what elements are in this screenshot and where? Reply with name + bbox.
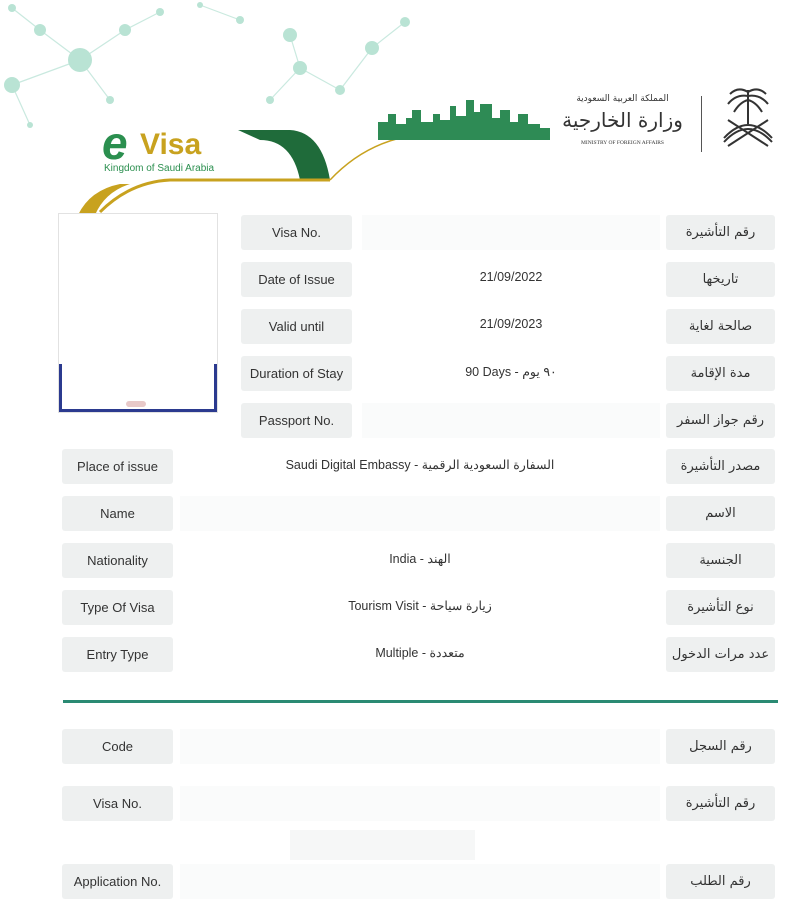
field-label-ar: صالحة لغاية <box>666 309 775 344</box>
field-value <box>180 729 660 764</box>
field-label-en: Valid until <box>241 309 352 344</box>
logo-e: e <box>102 117 128 169</box>
saudi-emblem-icon <box>710 80 786 156</box>
field-value <box>180 864 660 899</box>
header-separator <box>701 96 702 152</box>
field-label-ar: نوع التأشيرة <box>666 590 775 625</box>
field-label-ar: مصدر التأشيرة <box>666 449 775 484</box>
field-label-ar: رقم التأشيرة <box>666 215 775 250</box>
field-value <box>362 215 660 250</box>
field-label-en: Place of issue <box>62 449 173 484</box>
field-value <box>180 786 660 821</box>
field-value <box>362 403 660 438</box>
field-label-en: Duration of Stay <box>241 356 352 391</box>
field-value: 21/09/2022 <box>479 270 543 284</box>
applicant-photo <box>58 213 218 413</box>
ministry-english: MINISTRY OF FOREIGN AFFAIRS <box>581 140 664 146</box>
field-label-ar: رقم الطلب <box>666 864 775 899</box>
field-label-ar: تاريخها <box>666 262 775 297</box>
field-value: India - الهند <box>389 551 451 566</box>
field-label-en: Code <box>62 729 173 764</box>
field-value: 21/09/2023 <box>479 317 543 331</box>
field-label-ar: مدة الإقامة <box>666 356 775 391</box>
field-label-en: Date of Issue <box>241 262 352 297</box>
field-label-en: Type Of Visa <box>62 590 173 625</box>
field-label-en: Nationality <box>62 543 173 578</box>
field-label-en: Visa No. <box>62 786 173 821</box>
field-label-ar: عدد مرات الدخول <box>666 637 775 672</box>
logo-tagline: Kingdom of Saudi Arabia <box>104 163 215 174</box>
field-label-ar: الاسم <box>666 496 775 531</box>
field-value: 90 Days - ٩٠ يوم <box>465 364 557 379</box>
city-skyline <box>378 92 550 140</box>
field-label-en: Visa No. <box>241 215 352 250</box>
section-divider <box>63 700 778 703</box>
field-label-ar: الجنسية <box>666 543 775 578</box>
field-label-ar: رقم التأشيرة <box>666 786 775 821</box>
field-value: Tourism Visit - زيارة سياحة <box>348 598 492 613</box>
field-label-ar: رقم السجل <box>666 729 775 764</box>
field-value <box>180 496 660 531</box>
field-label-en: Entry Type <box>62 637 173 672</box>
field-value: Saudi Digital Embassy - السفارة السعودية الرقمية <box>285 457 555 472</box>
ministry-arabic-small: المملكة العربية السعودية <box>576 94 669 104</box>
field-label-en: Name <box>62 496 173 531</box>
field-label-ar: رقم جواز السفر <box>666 403 775 438</box>
logo-visa: Visa <box>140 128 202 161</box>
field-label-en: Passport No. <box>241 403 352 438</box>
blank-box <box>290 830 475 860</box>
field-value: Multiple - متعددة <box>375 645 465 660</box>
field-label-en: Application No. <box>62 864 173 899</box>
photo-border <box>59 364 217 412</box>
ministry-arabic-large: وزارة الخارجية <box>562 108 683 132</box>
